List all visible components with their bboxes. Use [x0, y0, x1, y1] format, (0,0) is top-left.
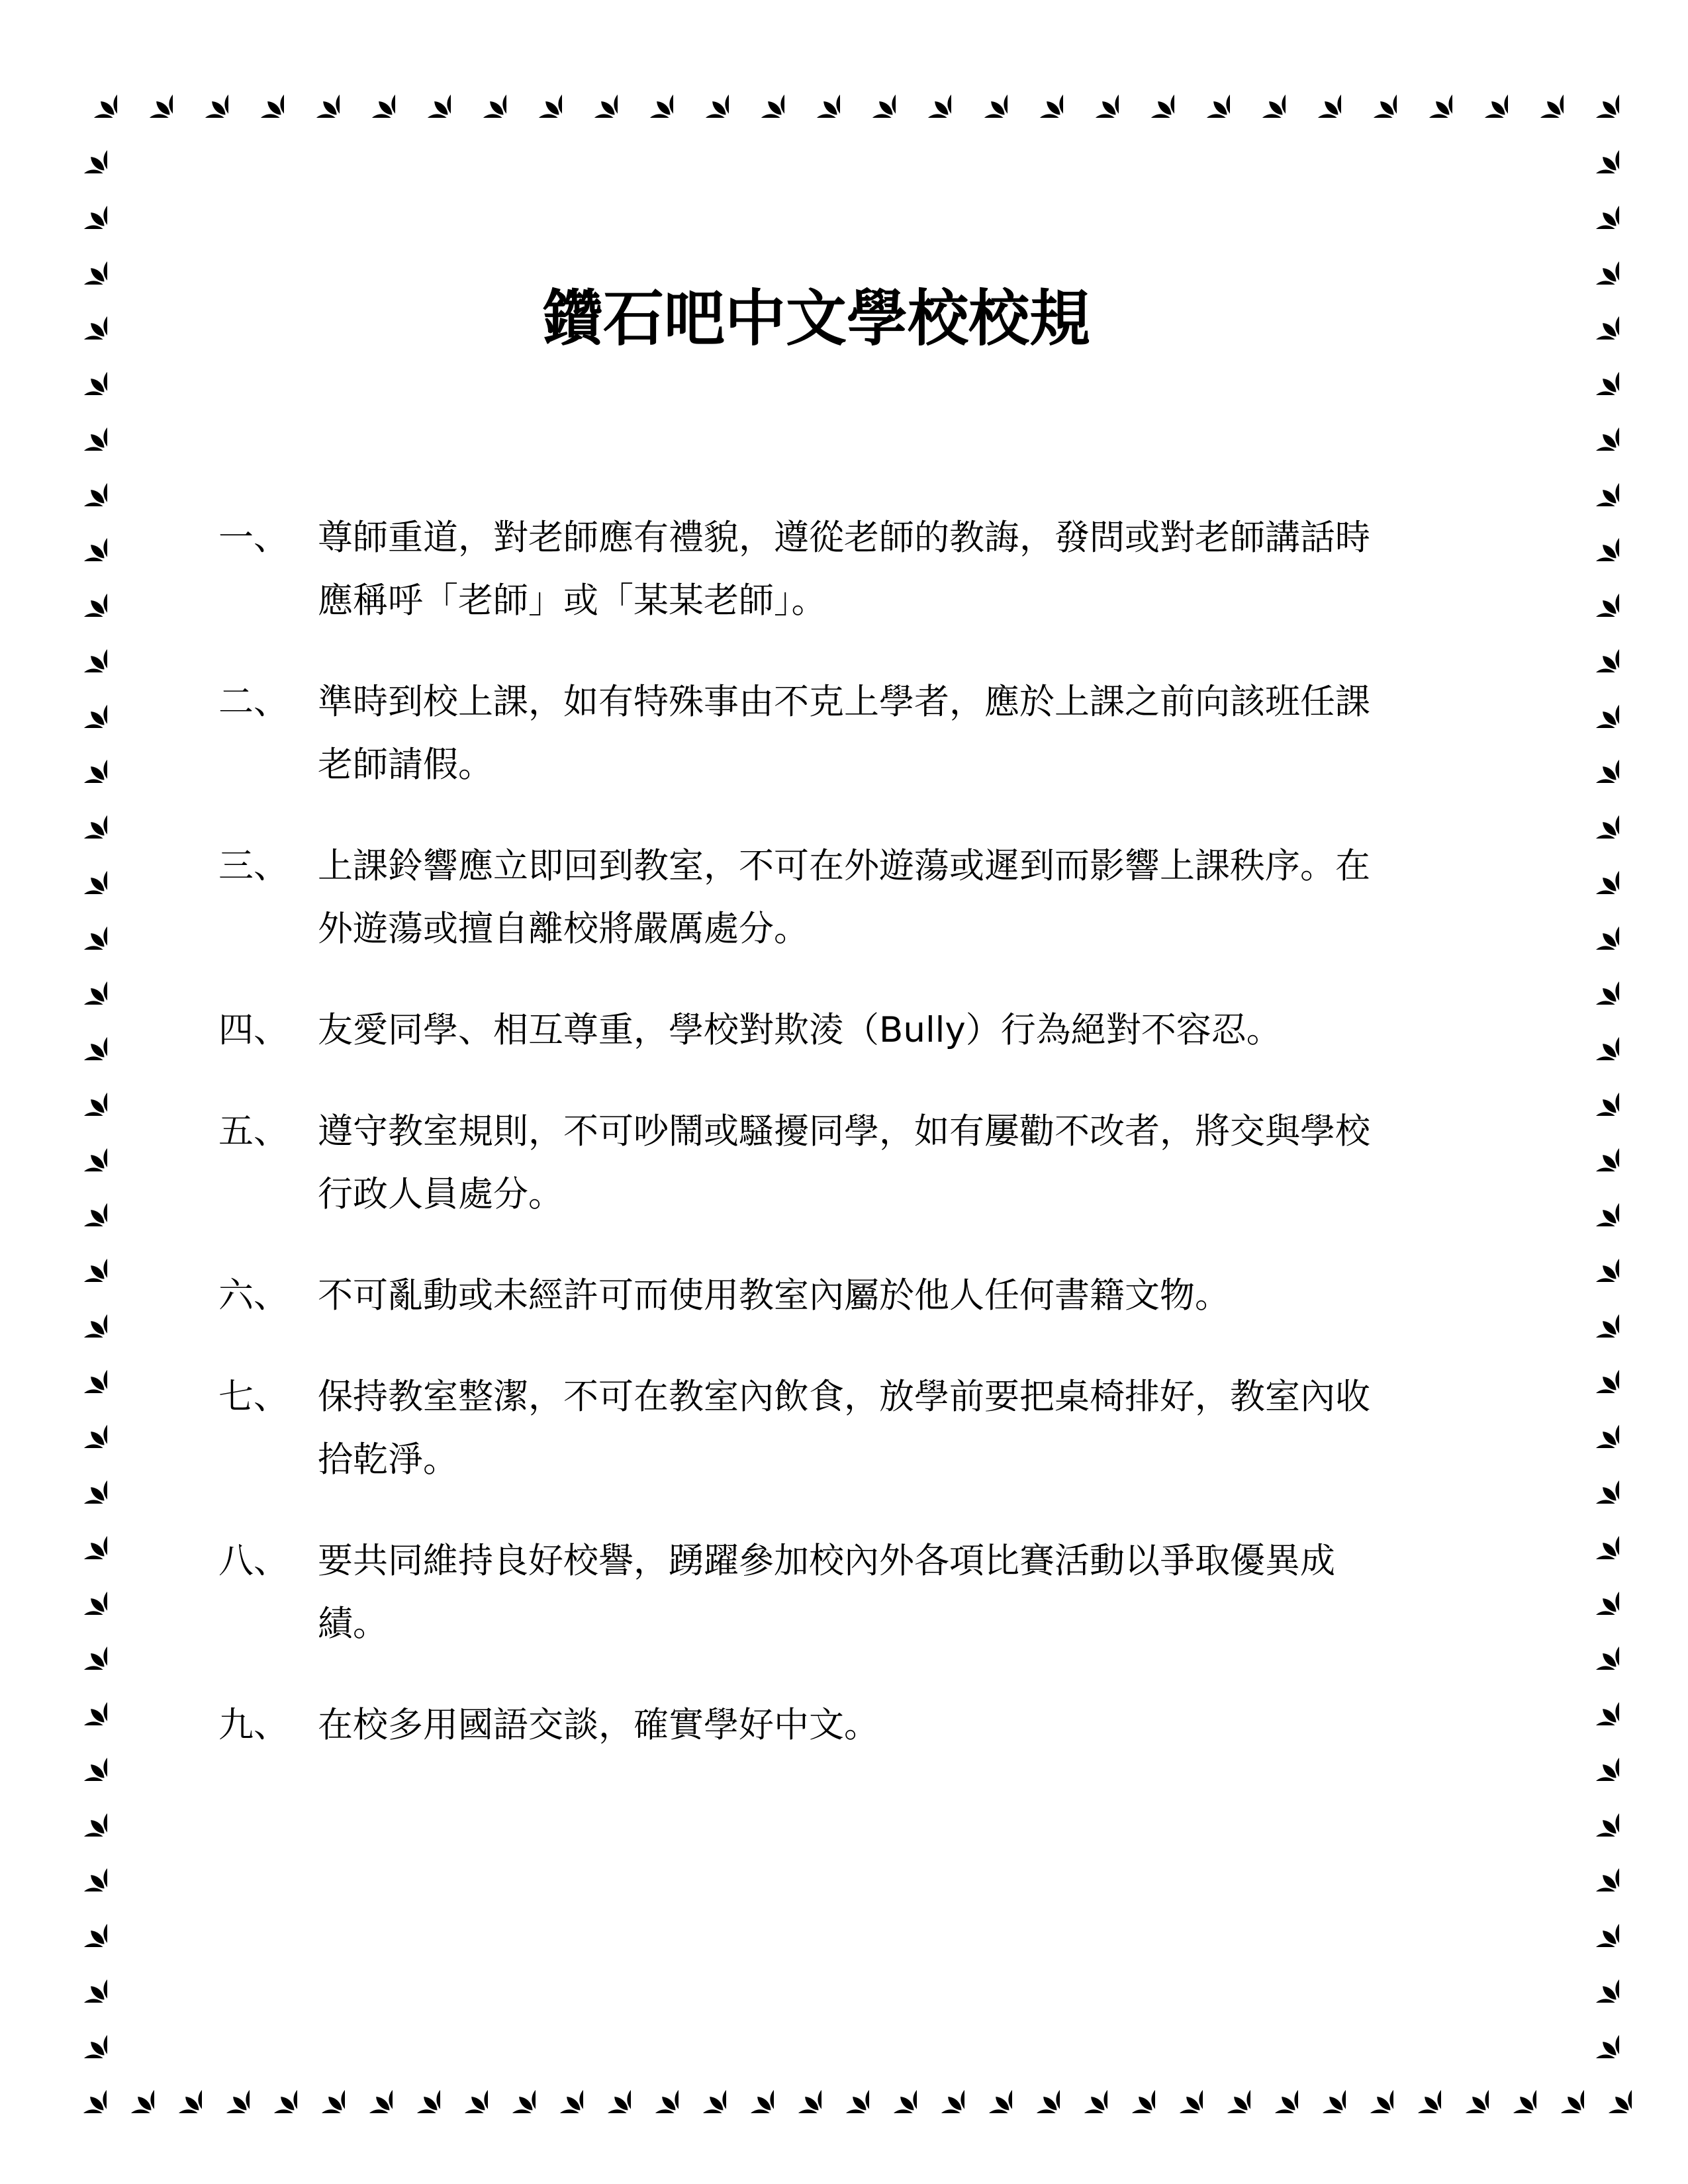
flower-asterisk-icon — [60, 791, 107, 839]
flower-asterisk-icon — [60, 514, 107, 561]
flower-asterisk-icon — [774, 2066, 821, 2113]
flower-asterisk-icon — [60, 1234, 107, 1282]
border-bottom-row — [59, 2066, 1617, 2113]
flower-asterisk-icon — [60, 735, 107, 783]
flower-asterisk-icon — [821, 2066, 869, 2113]
rule-number: 九、 — [218, 1705, 289, 1745]
flower-asterisk-icon — [1460, 70, 1508, 118]
flower-asterisk-icon — [60, 680, 107, 728]
flower-asterisk-icon — [60, 292, 107, 340]
flower-asterisk-icon — [1405, 70, 1452, 118]
flower-asterisk-icon — [1516, 70, 1564, 118]
flower-asterisk-icon — [1571, 569, 1619, 617]
flower-asterisk-icon — [60, 957, 107, 1005]
rule-item — [218, 1694, 1376, 1756]
flower-asterisk-icon — [1571, 1955, 1619, 2003]
flower-asterisk-icon — [250, 2066, 297, 2113]
flower-asterisk-icon — [917, 2066, 964, 2113]
flower-asterisk-icon — [1571, 1844, 1619, 1891]
flower-asterisk-icon — [60, 1955, 107, 2003]
flower-asterisk-icon — [1571, 1345, 1619, 1393]
flower-asterisk-icon — [1571, 735, 1619, 783]
flower-asterisk-icon — [60, 1400, 107, 1448]
rule-line: 外遊蕩或擅自離校將嚴厲處分。 — [318, 909, 809, 949]
rule-text — [318, 1529, 1376, 1655]
rule-text — [318, 1694, 1376, 1756]
flower-asterisk-icon — [536, 2066, 583, 2113]
rule-text — [318, 1264, 1376, 1327]
flower-asterisk-icon — [1571, 70, 1619, 118]
flower-asterisk-icon — [1571, 1400, 1619, 1448]
flower-asterisk-icon — [1584, 2066, 1632, 2113]
flower-asterisk-icon — [1571, 957, 1619, 1005]
flower-asterisk-icon — [1571, 181, 1619, 229]
rule-item — [218, 1529, 1376, 1655]
rule-text — [318, 506, 1376, 632]
flower-asterisk-icon — [1060, 2066, 1107, 2113]
flower-asterisk-icon — [70, 70, 117, 118]
flower-asterisk-icon — [1393, 2066, 1441, 2113]
flower-asterisk-icon — [1571, 237, 1619, 285]
rule-item — [218, 1365, 1376, 1491]
rules-list — [218, 506, 1376, 1756]
rule-text — [318, 835, 1376, 960]
rule-text — [318, 999, 1376, 1062]
rule-item — [218, 999, 1376, 1062]
rule-line: 尊師重道，對老師應有禮貌，遵從老師的教誨，發問或對老師講話時 — [318, 518, 1370, 558]
flower-asterisk-icon — [1012, 2066, 1060, 2113]
flower-asterisk-icon — [1250, 2066, 1298, 2113]
flower-asterisk-icon — [1571, 2011, 1619, 2058]
flower-asterisk-icon — [60, 1733, 107, 1781]
flower-asterisk-icon — [60, 1124, 107, 1171]
flower-asterisk-icon — [1346, 2066, 1393, 2113]
flower-asterisk-icon — [60, 2011, 107, 2058]
flower-asterisk-icon — [60, 1789, 107, 1837]
flower-asterisk-icon — [1571, 1124, 1619, 1171]
flower-asterisk-icon — [726, 2066, 774, 2113]
rule-line: 上課鈴響應立即回到教室，不可在外遊蕩或遲到而影響上課秩序。在 — [318, 846, 1370, 886]
flower-asterisk-icon — [202, 2066, 250, 2113]
flower-asterisk-icon — [1571, 292, 1619, 340]
rule-line: 準時到校上課，如有特殊事由不克上學者，應於上課之前向該班任課 — [318, 682, 1370, 722]
rule-line: 友愛同學、相互尊重，學校對欺淩（Bully）行為絕對不容忍。 — [318, 1010, 1282, 1050]
rule-number: 二、 — [218, 682, 289, 722]
border-right-column — [1571, 126, 1619, 2058]
flower-asterisk-icon — [60, 1179, 107, 1226]
flower-asterisk-icon — [60, 1068, 107, 1116]
rule-line: 老師請假。 — [318, 745, 493, 785]
flower-asterisk-icon — [60, 1844, 107, 1891]
rule-text — [318, 1365, 1376, 1491]
flower-asterisk-icon — [1571, 514, 1619, 561]
rule-number: 一、 — [218, 518, 289, 558]
flower-asterisk-icon — [1571, 1733, 1619, 1781]
flower-asterisk-icon — [297, 2066, 345, 2113]
flower-asterisk-icon — [60, 1622, 107, 1670]
flower-asterisk-icon — [60, 902, 107, 950]
flower-asterisk-icon — [60, 459, 107, 506]
flower-asterisk-icon — [1571, 680, 1619, 728]
flower-asterisk-icon — [60, 237, 107, 285]
flower-asterisk-icon — [60, 403, 107, 451]
flower-asterisk-icon — [440, 2066, 488, 2113]
rule-line: 應稱呼「老師」或「某某老師」。 — [318, 580, 827, 621]
flower-asterisk-icon — [1571, 1899, 1619, 1947]
flower-asterisk-icon — [1298, 2066, 1346, 2113]
flower-asterisk-icon — [1536, 2066, 1584, 2113]
flower-asterisk-icon — [631, 2066, 679, 2113]
rule-number: 七、 — [218, 1377, 289, 1417]
flower-asterisk-icon — [1571, 846, 1619, 894]
rule-line: 遵守教室規則，不可吵鬧或騷擾同學，如有屢勸不改者，將交與學校 — [318, 1111, 1370, 1152]
rule-item — [218, 670, 1376, 796]
rule-text — [318, 1100, 1376, 1226]
flower-asterisk-icon — [60, 347, 107, 395]
flower-asterisk-icon — [1107, 2066, 1155, 2113]
flower-asterisk-icon — [59, 2066, 107, 2113]
flower-asterisk-icon — [1489, 2066, 1536, 2113]
flower-asterisk-icon — [1571, 902, 1619, 950]
flower-asterisk-icon — [679, 2066, 726, 2113]
flower-asterisk-icon — [1571, 1013, 1619, 1060]
flower-asterisk-icon — [345, 2066, 393, 2113]
rule-number: 八、 — [218, 1541, 289, 1581]
flower-asterisk-icon — [60, 1013, 107, 1060]
flower-asterisk-icon — [60, 1456, 107, 1504]
flower-asterisk-icon — [393, 2066, 440, 2113]
flower-asterisk-icon — [1203, 2066, 1250, 2113]
flower-asterisk-icon — [1441, 2066, 1489, 2113]
rule-line: 要共同維持良好校譽，踴躍參加校內外各項比賽活動以爭取優異成績。 — [318, 1541, 1335, 1644]
rule-number: 五、 — [218, 1111, 289, 1152]
flower-asterisk-icon — [1571, 126, 1619, 173]
flower-asterisk-icon — [60, 126, 107, 173]
border-left-column — [60, 126, 107, 2058]
flower-asterisk-icon — [1571, 1456, 1619, 1504]
flower-asterisk-icon — [1571, 1512, 1619, 1559]
flower-asterisk-icon — [1571, 1179, 1619, 1226]
rule-text — [318, 670, 1376, 796]
flower-asterisk-icon — [60, 569, 107, 617]
flower-asterisk-icon — [60, 1290, 107, 1338]
flower-asterisk-icon — [488, 2066, 536, 2113]
rule-line: 拾乾淨。 — [318, 1439, 458, 1480]
flower-asterisk-icon — [1571, 1234, 1619, 1282]
flower-asterisk-icon — [60, 1345, 107, 1393]
rule-number: 三、 — [218, 846, 289, 886]
rule-line: 不可亂動或未經許可而使用教室內屬於他人任何書籍文物。 — [318, 1275, 1230, 1316]
flower-asterisk-icon — [154, 2066, 202, 2113]
flower-asterisk-icon — [1571, 1622, 1619, 1670]
flower-asterisk-icon — [60, 1678, 107, 1725]
flower-asterisk-icon — [1571, 1290, 1619, 1338]
flower-asterisk-icon — [964, 2066, 1012, 2113]
flower-asterisk-icon — [1571, 1678, 1619, 1725]
flower-asterisk-icon — [1571, 1567, 1619, 1615]
rule-line: 保持教室整潔，不可在教室內飲食，放學前要把桌椅排好，教室內收 — [318, 1377, 1370, 1417]
rule-item — [218, 1264, 1376, 1327]
flower-asterisk-icon — [1155, 2066, 1203, 2113]
flower-asterisk-icon — [583, 2066, 631, 2113]
flower-asterisk-icon — [1571, 459, 1619, 506]
rule-number: 四、 — [218, 1010, 289, 1050]
flower-asterisk-icon — [1571, 1789, 1619, 1837]
flower-asterisk-icon — [60, 1899, 107, 1947]
flower-asterisk-icon — [107, 2066, 154, 2113]
rule-item — [218, 835, 1376, 960]
flower-asterisk-icon — [60, 181, 107, 229]
rule-item — [218, 506, 1376, 632]
flower-asterisk-icon — [60, 1512, 107, 1559]
flower-asterisk-icon — [60, 625, 107, 672]
flower-asterisk-icon — [1571, 625, 1619, 672]
flower-asterisk-icon — [1571, 403, 1619, 451]
flower-asterisk-icon — [60, 1567, 107, 1615]
flower-asterisk-icon — [869, 2066, 917, 2113]
rule-item — [218, 1100, 1376, 1226]
flower-asterisk-icon — [60, 846, 107, 894]
flower-asterisk-icon — [1571, 347, 1619, 395]
rule-line: 行政人員處分。 — [318, 1174, 563, 1214]
page-title: 鑽石吧中文學校校規 — [541, 283, 1090, 354]
flower-asterisk-icon — [1571, 791, 1619, 839]
document-content — [218, 0, 1376, 1795]
flower-asterisk-icon — [1571, 1068, 1619, 1116]
flower-asterisk-icon — [125, 70, 173, 118]
rule-number: 六、 — [218, 1275, 289, 1316]
rule-line: 在校多用國語交談，確實學好中文。 — [318, 1705, 879, 1745]
